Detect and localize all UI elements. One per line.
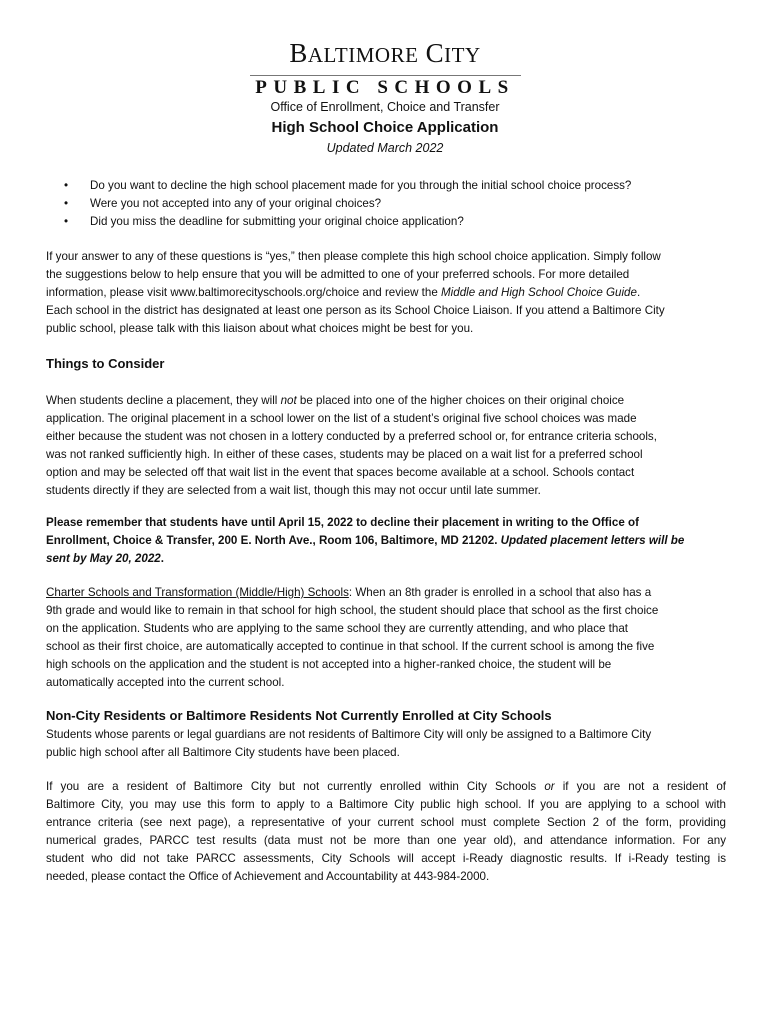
text-line (46, 726, 726, 744)
text-segment: needed, please contact the Office of Achievement and Accountability at 443-984-2000. (46, 870, 490, 883)
text-line (46, 778, 726, 796)
text-segment: . (636, 286, 641, 299)
text-line (46, 464, 726, 482)
updated-date: Updated March 2022 (326, 141, 444, 155)
text-line (46, 532, 726, 550)
text-segment: Each school in the district has designated at least one person as its School Choice Liaison. If you attend a Baltimore City (46, 304, 665, 317)
text-line (46, 674, 726, 692)
text-segment: was not ranked sufficiently high. In either of these cases, students may be placed on a wait list for a preferred school (46, 448, 643, 461)
text-segment: application. The original placement in a school lower on the list of a student’s original five school choices was made (46, 412, 637, 425)
text-segment: Things to Consider (46, 356, 165, 371)
text-segment: Charter Schools and Transformation (Middle/High) Schools (46, 586, 349, 599)
paragraph (46, 584, 726, 692)
bullet-icon: • (64, 179, 69, 192)
office-name: Office of Enrollment, Choice and Transfer (270, 100, 500, 114)
text-segment: information, please visit www.baltimorecityschools.org/choice and review the (46, 286, 442, 299)
text-segment: student who did not take PARCC assessments, City Schools will accept i-Ready diagnostic results. If i-Ready testing is (46, 852, 726, 865)
list-item (64, 213, 631, 231)
text-segment: 9th grade and would like to remain in that school for high school, the student should place that school as the first choice (46, 604, 659, 617)
document-title: High School Choice Application (271, 119, 499, 136)
text-segment: option and may be selected off that wait list in the event that spaces become available at a school. Schools contact (46, 466, 635, 479)
logo-baltimore-city: BALTIMORE CITY (289, 38, 481, 68)
text-segment: Updated placement letters will be (500, 534, 685, 547)
text-line (46, 320, 726, 338)
text-line (46, 850, 726, 868)
text-segment: on the application. Students who are applying to the same school they are currently attending, and who place that (46, 622, 628, 635)
text-segment: If you are a resident of Baltimore City but not currently enrolled within City Schools (46, 780, 545, 793)
list-item (64, 195, 631, 213)
text-line (46, 638, 726, 656)
text-segment: if you are not a resident of (554, 780, 726, 793)
section-heading (46, 707, 726, 725)
text-line (46, 814, 726, 832)
text-segment: not (280, 394, 297, 407)
text-line (46, 656, 726, 674)
text-segment: Enrollment, Choice & Transfer, 200 E. North Ave., Room 106, Baltimore, MD 21202. (46, 534, 501, 547)
text-line (46, 410, 726, 428)
bullet-icon: • (64, 197, 69, 210)
text-segment: : When an 8th grader is enrolled in a school that also has a (348, 586, 652, 599)
text-segment: Non-City Residents or Baltimore Residents Not Currently Enrolled at City Schools (46, 708, 552, 723)
paragraph (46, 392, 726, 500)
text-segment: public school, please talk with this liaison about what choices might be best for you. (46, 322, 474, 335)
logo-divider (250, 75, 521, 76)
text-segment: If your answer to any of these questions is “yes,” then please complete this high school choice application. Simply follow (46, 250, 661, 263)
logo-public-schools: PUBLIC SCHOOLS (255, 77, 515, 98)
text-line (46, 355, 726, 373)
text-segment: school as their first choice, are automatically accepted to continue in that school. If the current school is among the five (46, 640, 655, 653)
text-segment: high schools on the application and the student is not accepted into a higher-ranked choice, the student will be (46, 658, 612, 671)
text-line (46, 392, 726, 410)
list-item-text: Did you miss the deadline for submitting your original choice application? (90, 215, 464, 228)
text-segment: Students whose parents or legal guardians are not residents of Baltimore City will only be assigned to a Baltimore City (46, 728, 652, 741)
text-segment: numerical grades, PARCC test results (data must not be more than one year old), and attendance information. For any (46, 834, 726, 847)
paragraph (46, 726, 726, 762)
text-segment: Middle and High School Choice Guide (441, 286, 637, 299)
text-line (46, 428, 726, 446)
text-line (46, 796, 726, 814)
text-segment: be placed into one of the higher choices on their original choice (296, 394, 625, 407)
text-line (46, 744, 726, 762)
text-line (46, 482, 726, 500)
text-line (46, 584, 726, 602)
text-line (46, 302, 726, 320)
question-list (64, 177, 631, 231)
text-segment: automatically accepted into the current school. (46, 676, 285, 689)
text-line (46, 868, 726, 886)
text-segment: the suggestions below to help ensure that you will be admitted to one of your preferred schools. For more detailed (46, 268, 630, 281)
text-line (46, 620, 726, 638)
text-line (46, 602, 726, 620)
list-item-text: Do you want to decline the high school placement made for you through the initial school choice process? (90, 179, 632, 192)
paragraph (46, 248, 726, 338)
list-item (64, 177, 631, 195)
text-segment: When students decline a placement, they will (46, 394, 281, 407)
paragraph (46, 514, 726, 568)
text-segment: students directly if they are selected from a wait list, though this may not occur until late summer. (46, 484, 541, 497)
list-item-text: Were you not accepted into any of your original choices? (90, 197, 382, 210)
section-heading (46, 355, 726, 373)
text-line (46, 707, 726, 725)
text-segment: or (544, 780, 555, 793)
text-segment: public high school after all Baltimore City students have been placed. (46, 746, 400, 759)
text-segment: Baltimore City, you may use this form to apply to a Baltimore City public high school. If you are applying to a school with (46, 798, 726, 811)
bullet-icon: • (64, 215, 69, 228)
text-segment: sent by May 20, 2022 (46, 552, 161, 565)
paragraph (46, 778, 726, 886)
text-line (46, 550, 726, 568)
text-line (46, 446, 726, 464)
text-line (46, 248, 726, 266)
text-line (46, 266, 726, 284)
text-segment: either because the student was not chosen in a lottery conducted by a preferred school or, for entrance criteria schools, (46, 430, 657, 443)
text-line (46, 514, 726, 532)
text-line (46, 284, 726, 302)
text-line (46, 832, 726, 850)
text-segment: Please remember that students have until April 15, 2022 to decline their placement in writing to the Office of (46, 516, 639, 529)
text-segment: entrance criteria (see next page), a representative of your current school must complete Section 2 of the form, providing (46, 816, 726, 829)
text-segment: . (160, 552, 164, 565)
